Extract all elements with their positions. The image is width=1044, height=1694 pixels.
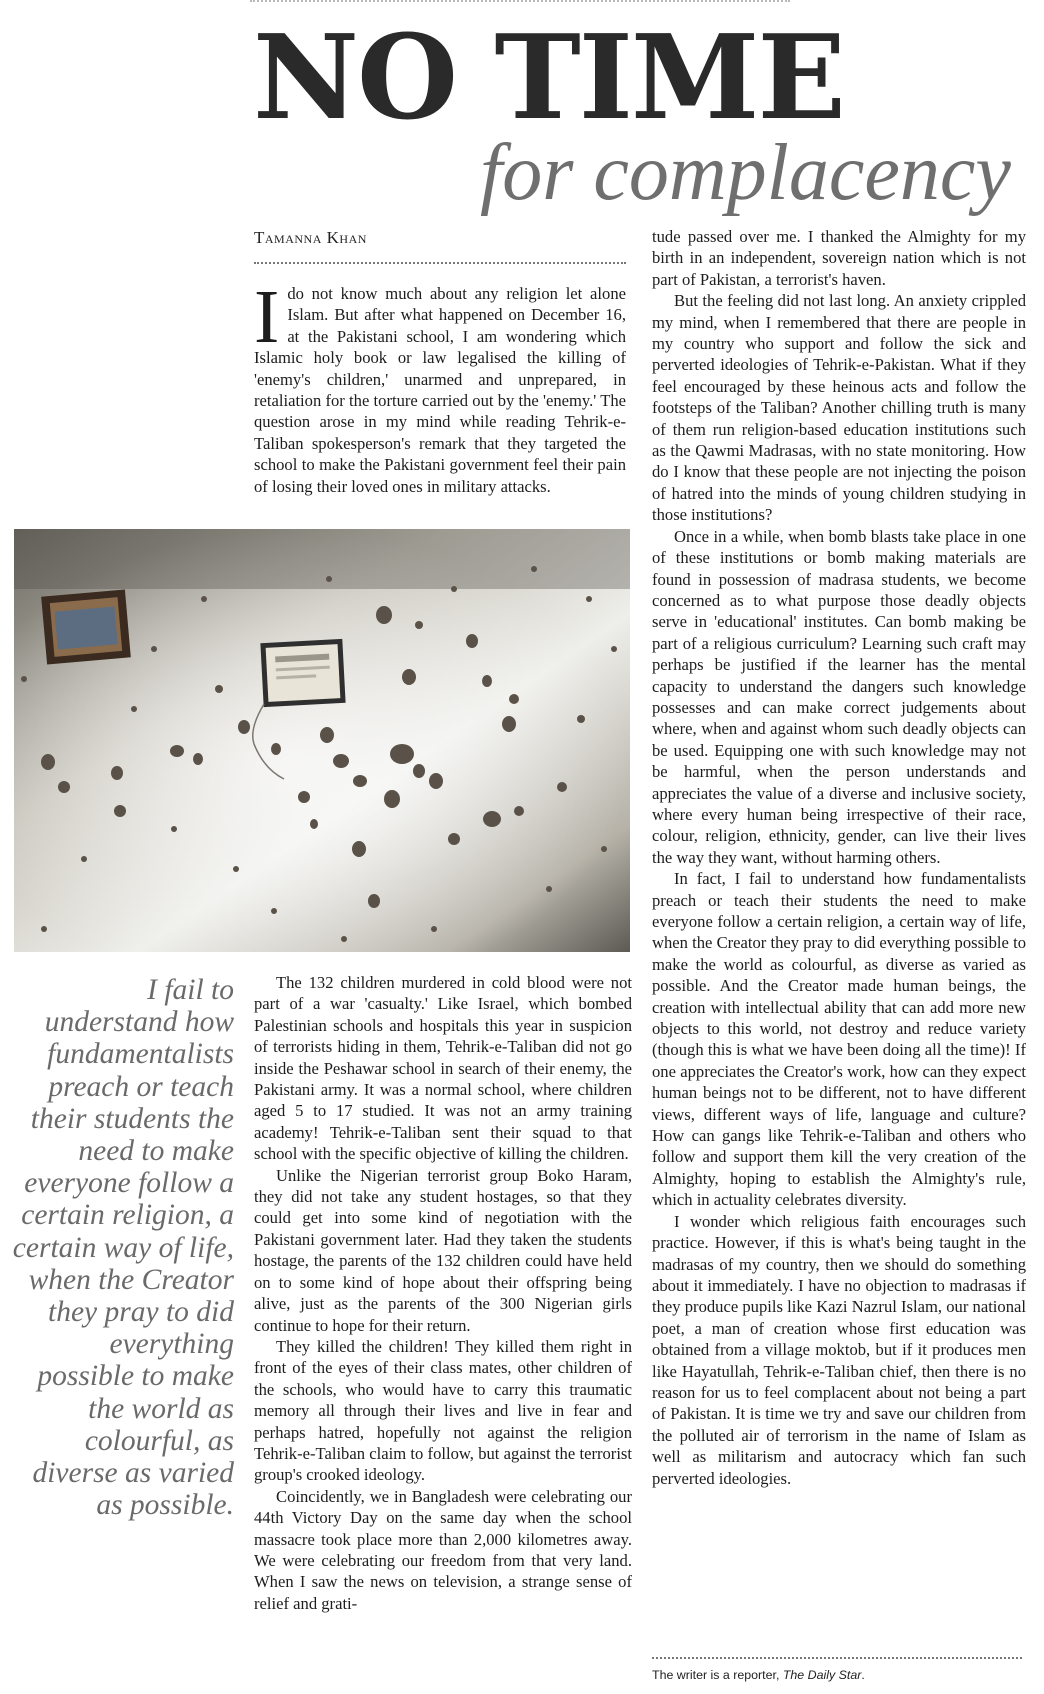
headline-main: NO TIME <box>253 10 844 146</box>
paragraph: I wonder which religious faith encourages such practice. However, if this is what's being taught in the madrasas of my country, then we should do something about it immediately. I have no objection to madrasas if they produce pupils like Kazi Nazrul Islam, our national poet, a man of creation whose first education was obtained from a village moktob, but if it produces men like Hayatullah, Tehrik-e-Taliban chief, then there is no reason for us to feel complacent about not being a part of Pakistan. It is time we try and save our children from the polluted air of terrorism in the name of Islam as well as militarism and autocracy which fan such perverted ideologies. <box>652 1211 1026 1488</box>
intro-paragraph <box>254 283 626 513</box>
paragraph: Once in a while, when bomb blasts take place in one of these institutions or bomb making materials are found in possession of madrasa students, we become concerned as to what purpose those deadly objects serve in 'educational' institutes. Can bomb making be part of a religious curriculum? Learning such craft may perhaps be justified if the learner has the mental capacity to understand the dangers such knowledge possesses and can make correct judgements about where, when and against whom such deadly objects can be used. Equipping one with such knowledge may not be harmful, when the person understands and appreciates the value of a diverse and inclusive society, where every human being irrespective of their race, colour, religion, ethnicity, gender, can live their lives the way they want, without harming others. <box>652 526 1026 867</box>
paragraph: In fact, I fail to understand how fundamentalists preach or teach their students the need to make everyone follow a certain religion, a certain way of life, when the Creator they pray to did everything possible to make the world as colourful, as diverse as varied as possible. And the Creator made human beings, the creation with intellectual ability that can add more new objects to this world, not destroy and reduce variety (though this is what we have been doing all the time)! If one appreciates the Creator's work, how can they expect human beings not to be different, not to have different views, different ways of life, language and culture? How can gangs like Tehrik-e-Taliban and others who follow and support them kill the very creation of the Almighty, hoping to establish the Almighty's rule, which in actuality celebrates diversity. <box>652 869 1026 1210</box>
byline: Tamanna Khan <box>254 228 367 247</box>
author-footnote <box>652 1668 1032 1682</box>
footnote-suffix: . <box>861 1668 865 1682</box>
publication-name: The Daily Star <box>782 1668 862 1682</box>
intro-text: do not know much about any religion let alone Islam. But after what happened on December 16, at the Pakistani school, I am wondering which Islamic holy book or law legalised the killing of 'enemy's children,' unarmed and unprepared, in retaliation for the torture carried out by the 'enemy.' The question arose in my mind while reading Tehrik-e-Taliban spokesperson's remark that they targeted the school to make the Pakistani government feel their pain of losing their loved ones in military attacks. <box>254 284 626 496</box>
footnote-prefix: The writer is a reporter, <box>652 1668 783 1682</box>
paragraph: The 132 children murdered in cold blood were not part of a war 'casualty.' Like Israel, which bombed Palestinian schools and hospitals this year in suspicion of terrorists hiding in them, Tehrik-e-Taliban did not go inside the Peshawar school in search of their enemy, the Pakistani army. It was a normal school, where children aged 5 to 17 studied. It was not an army training academy! Tehrik-e-Taliban sent their squad to that school with the specific objective of killing the children. <box>254 973 632 1164</box>
pull-quote: I fail to understand how fundamentalists preach or teach their students the need to make everyone follow a certain religion, a certain way of life, when the Creator they pray to did everything possible to make the world as colourful, as diverse as varied as possible. <box>12 974 234 1522</box>
paragraph: Coincidently, we in Bangladesh were celebrating our 44th Victory Day on the same day when the school massacre took place more than 2,000 kilometres away. We were celebrating our freedom from that very land. When I saw the news on television, a strange sense of relief and grati- <box>254 1486 632 1613</box>
top-dotted-rule <box>250 0 790 3</box>
footnote-divider <box>652 1657 1022 1659</box>
headline-subtitle: for complacency <box>480 129 1011 217</box>
drop-cap: I <box>254 283 280 359</box>
framed-certificate <box>260 639 345 707</box>
paragraph: They killed the children! They killed them right in front of the eyes of their class mates, other children of the schools, who would have to carry this traumatic memory all through their lives and live in fear and perhaps hatred, hopefully not against the religion Tehrik-e-Taliban claim to follow, but against the terrorist group's crooked ideology. <box>254 1336 632 1485</box>
byline-divider <box>254 262 626 264</box>
paragraph: Unlike the Nigerian terrorist group Boko Haram, they did not take any student hostages, so that they could get into some kind of negotiation with the Pakistani government later. Had they taken the students hostage, the parents of the 132 children could have held on to some kind of hope about their offspring being alive, just as the parents of the 300 Nigerian girls continue to hope for their return. <box>254 1165 632 1335</box>
paragraph-continued: tude passed over me. I thanked the Almighty for my birth in an independent, sovereign nation which is not part of Pakistan, a terrorist's haven. <box>652 227 1026 289</box>
column-middle <box>254 972 632 1684</box>
column-right <box>652 226 1026 1650</box>
paragraph: But the feeling did not last long. An anxiety crippled my mind, when I remembered that there are people in my country who support and follow the sick and perverted ideologies of Tehrik-e-Pakistan. What if they feel encouraged by these heinous acts and follow the footsteps of the Taliban? Another chilling truth is many of them run religion-based education institutions such as the Qawmi Madrasas, with no state monitoring. How do I know that these people are not injecting the poison of hatred into the minds of young children studying in those institutions? <box>652 291 1026 525</box>
article-photo <box>14 529 630 952</box>
framed-picture-left <box>41 589 131 664</box>
